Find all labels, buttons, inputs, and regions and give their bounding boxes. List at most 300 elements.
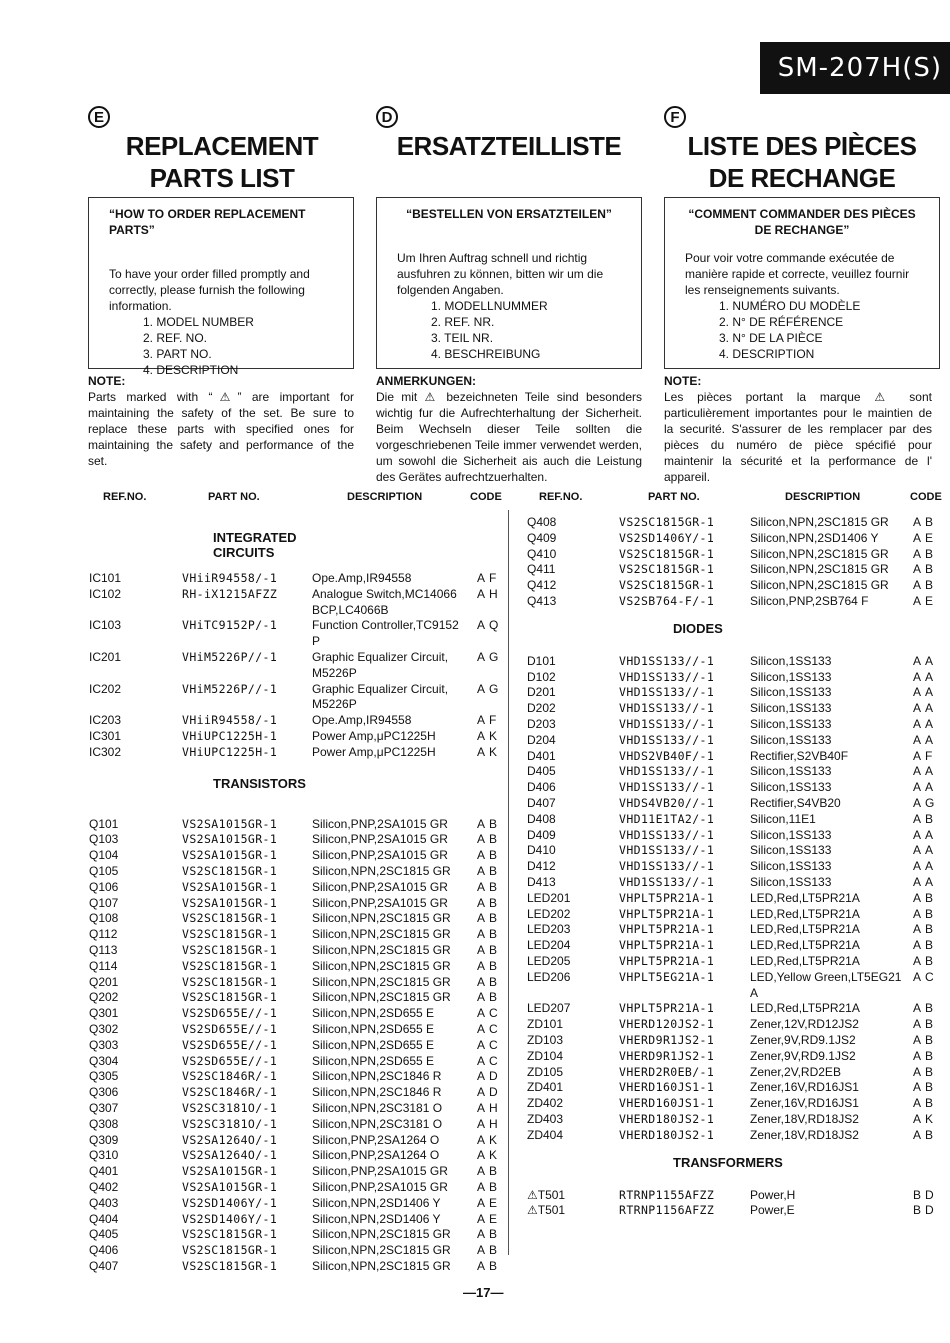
ref-no-cell: Q103 [89,832,119,847]
ref-no-cell: IC102 [89,586,122,601]
description-cell: LED,Red,LT5PR21A [750,938,860,953]
list-item: 4. BESCHREIBUNG [431,347,541,361]
description-cell: Silicon,NPN,2SC1815 GR [312,927,451,942]
description-cell: Silicon,1SS133 [750,843,832,858]
description-cell: Silicon,PNP,2SA1015 GR [312,895,448,910]
description-cell: Silicon,1SS133 [750,669,832,684]
ref-no-cell: D201 [527,685,556,700]
description-cell: Silicon,1SS133 [750,717,832,731]
part-no-cell: VHDS4VB20//-1 [619,796,715,810]
description-cell: Silicon,PNP,2SA1015 GR [312,1180,448,1194]
ref-no-cell: ⚠T501 [527,1187,566,1202]
page-number: —17— [463,1285,504,1300]
code-cell: AB [477,832,502,847]
code-cell: AQ [477,618,503,633]
part-no-cell: RTRNP1156AFZZ [619,1203,715,1218]
english-note [88,373,354,469]
description-cell: Zener,16V,RD16JS1 [750,1080,859,1095]
code-cell: AH [477,1116,502,1131]
header-part-no: PART NO. [208,491,260,503]
code-cell: AB [913,1127,938,1142]
ref-no-cell: IC101 [89,571,122,585]
ref-no-cell: ZD105 [527,1064,564,1079]
code-cell: AK [477,729,502,743]
english-order-box [88,197,354,377]
english-column [88,106,356,194]
part-no-cell: VHiM5226P//-1 [182,681,278,696]
ref-no-cell: IC301 [89,729,122,743]
description-cell: Power,H [750,1187,796,1202]
code-cell: AF [477,713,501,728]
ref-no-cell: Q412 [527,578,557,593]
description-cell: Silicon,1SS133 [750,732,832,747]
code-cell: AK [477,1132,502,1147]
ref-no-cell: D409 [527,827,556,842]
description-cell: Silicon,NPN,2SD655 E [312,1006,435,1021]
code-cell: AB [477,943,502,957]
description-cell: Ope.Amp,IR94558 [312,713,412,728]
part-no-cell: VHDS2VB40F/-1 [619,748,715,763]
header-description: DESCRIPTION [347,491,423,503]
description-cell: Zener,16V,RD16JS1 [750,1096,859,1111]
description-cell: Silicon,NPN,2SC3181 O [312,1116,443,1131]
code-cell: AB [477,958,502,973]
list-item: 2. REF. NR. [431,315,495,329]
code-cell: AB [477,816,502,831]
part-no-cell: VS2SC1815GR-1 [619,546,715,561]
code-cell: AB [477,895,502,910]
part-no-cell: RTRNP1155AFZZ [619,1187,715,1202]
header-ref-no: REF.NO. [539,491,583,503]
ref-no-cell: LED205 [527,954,571,968]
german-order-list [397,298,621,362]
ref-no-cell: D406 [527,780,556,795]
ref-no-cell: D203 [527,717,556,731]
ref-no-cell: Q104 [89,848,119,863]
code-cell: AB [477,864,502,878]
english-language-icon: E [88,106,110,128]
description-cell: Silicon,NPN,2SC1815 GR [312,974,451,989]
ref-no-cell: D401 [527,748,556,763]
description-cell: Ope.Amp,IR94558 [312,571,412,585]
part-no-cell: VS2SC1815GR-1 [619,562,715,577]
english-note-text: Parts marked with “⚠” are important for maintaining the safety of the set. Be sure to replace these parts with specified ones for maintaining the safety and performance of the set. [88,390,354,468]
german-title: ERSATZTEILLISTE [396,131,622,161]
list-item: 3. N° DE LA PIÈCE [719,331,823,345]
german-column [376,106,642,162]
german-order-text: Um Ihren Auftrag schnell und richtig ausfuhren zu können, bitten wir um die folgenden Angaben. [397,251,604,297]
description-cell: Rectifier,S2VB40F [750,748,849,763]
description-cell: Silicon,NPN,2SC1815 GR [312,911,451,926]
ref-no-cell: Q309 [89,1132,119,1147]
code-cell: AB [477,927,502,942]
part-no-cell: VHiM5226P//-1 [182,650,278,664]
ref-no-cell: LED207 [527,1001,571,1016]
description-cell: Silicon,PNP,2SB764 F [750,594,869,608]
ref-no-cell: Q112 [89,927,118,942]
code-cell: AA [913,669,938,684]
description-cell: Rectifier,S4VB20 [750,796,841,810]
part-no-cell: VHERD180JS2-1 [619,1112,715,1126]
description-cell: LED,Red,LT5PR21A [750,906,860,921]
code-cell: AB [913,546,938,561]
ref-no-cell: D413 [527,875,556,889]
code-cell: AH [477,586,502,601]
part-no-cell: VHiUPC1225H-1 [182,744,278,759]
english-order-list [109,314,333,378]
part-no-cell: VHPLT5EG21A-1 [619,969,715,984]
code-cell: AG [477,650,503,664]
part-no-cell: VS2SC1815GR-1 [182,958,278,973]
code-cell: AB [477,974,502,989]
code-cell: AK [477,744,502,759]
description-cell: Function Controller,TC9152 [312,618,459,633]
french-order-box [664,197,940,369]
part-no-cell: VS2SD655E//-1 [182,1022,278,1036]
ref-no-cell: IC103 [89,618,122,633]
description-cell: Silicon,NPN,2SD655 E [312,1022,435,1036]
code-cell: AB [913,954,938,968]
section-title: TRANSFORMERS [673,1154,783,1170]
part-no-cell: VS2SC1815GR-1 [182,927,278,942]
code-cell: AF [477,571,501,585]
english-note-heading: NOTE: [88,374,126,388]
code-cell: AB [913,578,938,593]
ref-no-cell: Q303 [89,1037,119,1052]
code-cell: AE [913,530,938,545]
list-item: 1. MODEL NUMBER [143,315,254,329]
ref-no-cell: D407 [527,796,556,810]
code-cell: AB [913,562,938,577]
ref-no-cell: Q202 [89,990,119,1005]
column-divider [508,510,509,1255]
code-cell: AB [477,990,502,1005]
ref-no-cell: Q410 [527,546,557,561]
ref-no-cell: LED202 [527,906,571,921]
description-cell: Silicon,NPN,2SD1406 Y [750,530,879,545]
ref-no-cell: D412 [527,859,556,874]
part-no-cell: VS2SC3181O/-1 [182,1116,278,1131]
code-cell: AD [477,1069,502,1084]
description-cell: Silicon,NPN,2SC1815 GR [312,1243,451,1258]
ref-no-cell: LED206 [527,969,571,984]
code-cell: AB [913,1001,938,1016]
code-cell: AE [477,1195,502,1210]
section-title: INTEGRATED CIRCUITS [213,530,297,560]
description-cell: Power Amp,μPC1225H [312,729,436,743]
part-no-cell: VHPLT5PR21A-1 [619,938,715,953]
ref-no-cell: Q401 [89,1164,119,1179]
section-title: TRANSISTORS [213,775,306,791]
ref-no-cell: LED203 [527,922,571,937]
description-cell: Zener,12V,RD12JS2 [750,1017,859,1032]
ref-no-cell: D202 [527,701,556,716]
french-order-heading: “COMMENT COMMANDER DES PIÈCES DE RECHANGE” [688,207,916,237]
part-no-cell: VS2SA1015GR-1 [182,895,278,910]
description-cell: Silicon,NPN,2SC1815 GR [312,990,451,1005]
ref-no-cell: Q310 [89,1148,119,1163]
french-order-list [685,298,919,362]
part-no-cell: VHD1SS133//-1 [619,843,715,858]
part-no-cell: VS2SC1846R/-1 [182,1085,278,1100]
section-title: DIODES [673,620,723,636]
ref-no-cell: Q407 [89,1259,119,1273]
ref-no-cell: Q408 [527,515,557,529]
description-cell: Silicon,1SS133 [750,764,832,779]
description-cell: Silicon,NPN,2SC1815 GR [750,546,889,561]
part-no-cell: VHD1SS133//-1 [619,717,715,731]
ref-no-cell: Q101 [89,816,119,831]
list-item: 1. NUMÉRO DU MODÈLE [719,299,861,313]
french-column [664,106,940,194]
code-cell: AA [913,764,938,779]
list-item: 2. N° DE RÉFÉRENCE [719,315,844,329]
part-no-cell: VHPLT5PR21A-1 [619,954,715,968]
description-cell: Silicon,NPN,2SC1815 GR [750,578,889,593]
ref-no-cell: ZD103 [527,1033,564,1047]
part-no-cell: VS2SC1815GR-1 [182,990,278,1005]
description-cell: Zener,18V,RD18JS2 [750,1127,859,1142]
code-cell: AA [913,732,938,747]
ref-no-cell: ZD403 [527,1112,564,1126]
part-no-cell: VS2SD655E//-1 [182,1006,278,1021]
code-cell: BD [913,1203,938,1218]
part-no-cell: VS2SC1846R/-1 [182,1069,278,1084]
code-cell: AB [477,1259,502,1273]
description-cell: Silicon,NPN,2SC1815 GR [312,1259,451,1273]
ref-no-cell: Q105 [89,864,119,878]
description-cell: Silicon,PNP,2SA1015 GR [312,832,448,847]
description-cell: Silicon,PNP,2SA1264 O [312,1132,440,1147]
header-ref-no: REF.NO. [103,491,147,503]
list-item: 4. DESCRIPTION [143,363,239,377]
french-note [664,373,932,485]
code-cell: AA [913,685,938,700]
code-cell: AB [477,1180,502,1194]
part-no-cell: RH-iX1215AFZZ [182,586,278,601]
part-no-cell: VHD1SS133//-1 [619,701,715,716]
list-item: 2. REF. NO. [143,331,208,345]
part-no-cell: VS2SC1815GR-1 [182,943,278,957]
ref-no-cell: D408 [527,811,556,826]
part-no-cell: VS2SA1015GR-1 [182,879,278,894]
ref-no-cell: IC202 [89,681,122,696]
english-title-line2: PARTS LIST [149,163,295,193]
german-order-heading: “BESTELLEN VON ERSATZTEILEN” [406,207,612,221]
code-cell: AC [477,1006,502,1021]
code-cell: AA [913,843,938,858]
code-cell: AA [913,859,938,874]
list-item: 1. MODELLNUMMER [431,299,548,313]
code-cell: AD [477,1085,502,1100]
header-description: DESCRIPTION [785,491,861,503]
description-cell: Silicon,NPN,2SC1815 GR [312,943,451,957]
code-cell: AB [477,1227,502,1242]
english-title-line1: REPLACEMENT [125,131,319,161]
part-no-cell: VHERD2R0EB/-1 [619,1064,715,1079]
code-cell: AC [477,1037,502,1052]
description-cell: Silicon,11E1 [750,811,816,826]
description-cell: Zener,2V,RD2EB [750,1064,841,1079]
code-cell: AE [913,594,938,608]
description-cell: LED,Red,LT5PR21A [750,890,860,905]
part-no-cell: VS2SD1406Y/-1 [182,1211,278,1226]
ref-no-cell: Q201 [89,974,119,989]
description-cell: Silicon,NPN,2SC3181 O [312,1101,443,1115]
part-no-cell: VHD1SS133//-1 [619,827,715,842]
code-cell: AB [477,879,502,894]
model-number: SM-207H(S) [777,53,942,83]
header-code: CODE [910,491,942,503]
code-cell: AC [477,1053,502,1068]
description-cell: Silicon,1SS133 [750,653,832,668]
part-no-cell: VHPLT5PR21A-1 [619,1001,715,1016]
german-order-box [376,197,642,369]
part-no-cell: VHPLT5PR21A-1 [619,890,715,905]
code-cell: AA [913,780,938,795]
code-cell: AB [913,515,938,529]
code-cell: AB [913,922,938,937]
ref-no-cell: IC201 [89,650,122,664]
description-cell: Silicon,1SS133 [750,701,832,716]
ref-no-cell: Q308 [89,1116,119,1131]
part-no-cell: VS2SD1406Y/-1 [619,530,715,545]
ref-no-cell: D410 [527,843,556,858]
ref-no-cell: IC302 [89,744,122,759]
description-cell: Silicon,NPN,2SD1406 Y [312,1211,441,1226]
german-note-heading: ANMERKUNGEN: [376,374,476,388]
part-no-cell: VS2SA1015GR-1 [182,1164,278,1179]
ref-no-cell: Q402 [89,1180,119,1194]
description-cell: Silicon,1SS133 [750,780,832,795]
part-no-cell: VHD1SS133//-1 [619,732,715,747]
description-cell: Zener,18V,RD18JS2 [750,1112,859,1126]
part-no-cell: VS2SC1815GR-1 [619,515,715,529]
ref-no-cell: Q307 [89,1101,119,1115]
part-no-cell: VHD1SS133//-1 [619,780,715,795]
ref-no-cell: Q403 [89,1195,119,1210]
code-cell: AB [913,1064,938,1079]
ref-no-cell: Q106 [89,879,119,894]
ref-no-cell: Q409 [527,530,557,545]
code-cell: AB [913,811,938,826]
description-cell: A [750,985,759,1000]
list-item: 3. TEIL NR. [431,331,494,345]
description-cell: LED,Red,LT5PR21A [750,954,860,968]
header-code: CODE [470,491,502,503]
description-cell: Silicon,PNP,2SA1015 GR [312,879,448,894]
description-cell: Silicon,1SS133 [750,827,832,842]
part-no-cell: VS2SC1815GR-1 [182,864,278,878]
ref-no-cell: IC203 [89,713,122,728]
description-cell: Silicon,NPN,2SC1815 GR [312,958,451,973]
code-cell: AG [477,681,503,696]
part-no-cell: VS2SD1406Y/-1 [182,1195,278,1210]
code-cell: AK [477,1148,502,1163]
part-no-cell: VS2SA1015GR-1 [182,1180,278,1194]
code-cell: AB [913,906,938,921]
part-no-cell: VHPLT5PR21A-1 [619,922,715,937]
french-language-icon: F [664,106,686,128]
description-cell: Silicon,1SS133 [750,875,832,889]
part-no-cell: VHD1SS133//-1 [619,764,715,779]
description-cell: Silicon,NPN,2SD655 E [312,1053,435,1068]
description-cell: Silicon,PNP,2SA1264 O [312,1148,440,1163]
part-no-cell: VHD1SS133//-1 [619,859,715,874]
code-cell: AC [477,1022,502,1036]
code-cell: AC [913,969,938,984]
description-cell: Silicon,NPN,2SC1815 GR [312,864,451,878]
code-cell: AH [477,1101,502,1115]
code-cell: AK [913,1112,938,1126]
description-cell: Silicon,NPN,2SD1406 Y [312,1195,441,1210]
part-no-cell: VS2SC1815GR-1 [182,911,278,926]
part-no-cell: VHERD120JS2-1 [619,1017,715,1032]
ref-no-cell: Q304 [89,1053,119,1068]
code-cell: AB [477,1164,502,1179]
ref-no-cell: Q405 [89,1227,119,1242]
ref-no-cell: Q107 [89,895,119,910]
code-cell: AB [913,938,938,953]
part-no-cell: VHERD160JS1-1 [619,1096,715,1111]
part-no-cell: VS2SA1015GR-1 [182,816,278,831]
part-no-cell: VS2SC1815GR-1 [182,1259,278,1273]
code-cell: AB [477,911,502,926]
part-no-cell: VS2SC1815GR-1 [182,1243,278,1258]
code-cell: AG [913,796,939,810]
description-cell: LED,Red,LT5PR21A [750,1001,860,1016]
code-cell: AB [913,1033,938,1047]
description-cell: LED,Red,LT5PR21A [750,922,860,937]
ref-no-cell: Q114 [89,958,118,973]
french-title-line1: LISTE DES PIÈCES [687,131,917,161]
description-cell: BCP,LC4066B [312,602,389,617]
part-no-cell: VHiUPC1225H-1 [182,729,278,743]
german-note-text: Die mit ⚠ bezeichneten Teile sind besonders wichtig fur die Aufrechterhaltung der Sicherheit. Beim Wechseln dieser Teile sollten die vorgeschriebenen Teile immer verwendet werden, um sowohl die Sicherheit ais auch die Leistung des Gerätes aufrechtzuerhalten. [376,390,642,484]
ref-no-cell: LED204 [527,938,571,953]
description-cell: M5226P [312,665,357,680]
description-cell: Silicon,NPN,2SC1846 R [312,1069,442,1084]
code-cell: AA [913,717,938,731]
ref-no-cell: Q305 [89,1069,119,1084]
ref-no-cell: Q413 [527,594,557,608]
part-no-cell: VHERD160JS1-1 [619,1080,715,1095]
part-no-cell: VS2SB764-F/-1 [619,594,715,608]
code-cell: AA [913,875,938,889]
ref-no-cell: Q411 [527,562,556,577]
code-cell: AF [913,748,937,763]
list-item: 3. PART NO. [143,347,212,361]
english-order-heading: “HOW TO ORDER REPLACEMENT PARTS” [109,207,306,237]
ref-no-cell: D101 [527,653,556,668]
description-cell: Silicon,PNP,2SA1015 GR [312,1164,448,1179]
ref-no-cell: ZD404 [527,1127,564,1142]
description-cell: Silicon,1SS133 [750,859,832,874]
part-no-cell: VHD1SS133//-1 [619,685,715,700]
description-cell: Graphic Equalizer Circuit, [312,650,449,664]
code-cell: AA [913,653,938,668]
part-no-cell: VHD11E1TA2/-1 [619,811,715,826]
description-cell: Silicon,PNP,2SA1015 GR [312,848,448,863]
french-note-text: Les pièces portant la marque ⚠ sont particulièrement importantes pour le maintien de la securité. S'assurer de les remplacer par des pièces du numéro de pièce spécifié pour maintenir la sécurité et la performance de l' appareil. [664,390,932,484]
part-no-cell: VHPLT5PR21A-1 [619,906,715,921]
part-no-cell: VS2SC1815GR-1 [182,974,278,989]
list-item: 4. DESCRIPTION [719,347,815,361]
part-no-cell: VHERD9R1JS2-1 [619,1048,715,1063]
description-cell: Silicon,NPN,2SC1815 GR [312,1227,451,1242]
part-no-cell: VHD1SS133//-1 [619,653,715,668]
description-cell: Zener,9V,RD9.1JS2 [750,1033,856,1047]
